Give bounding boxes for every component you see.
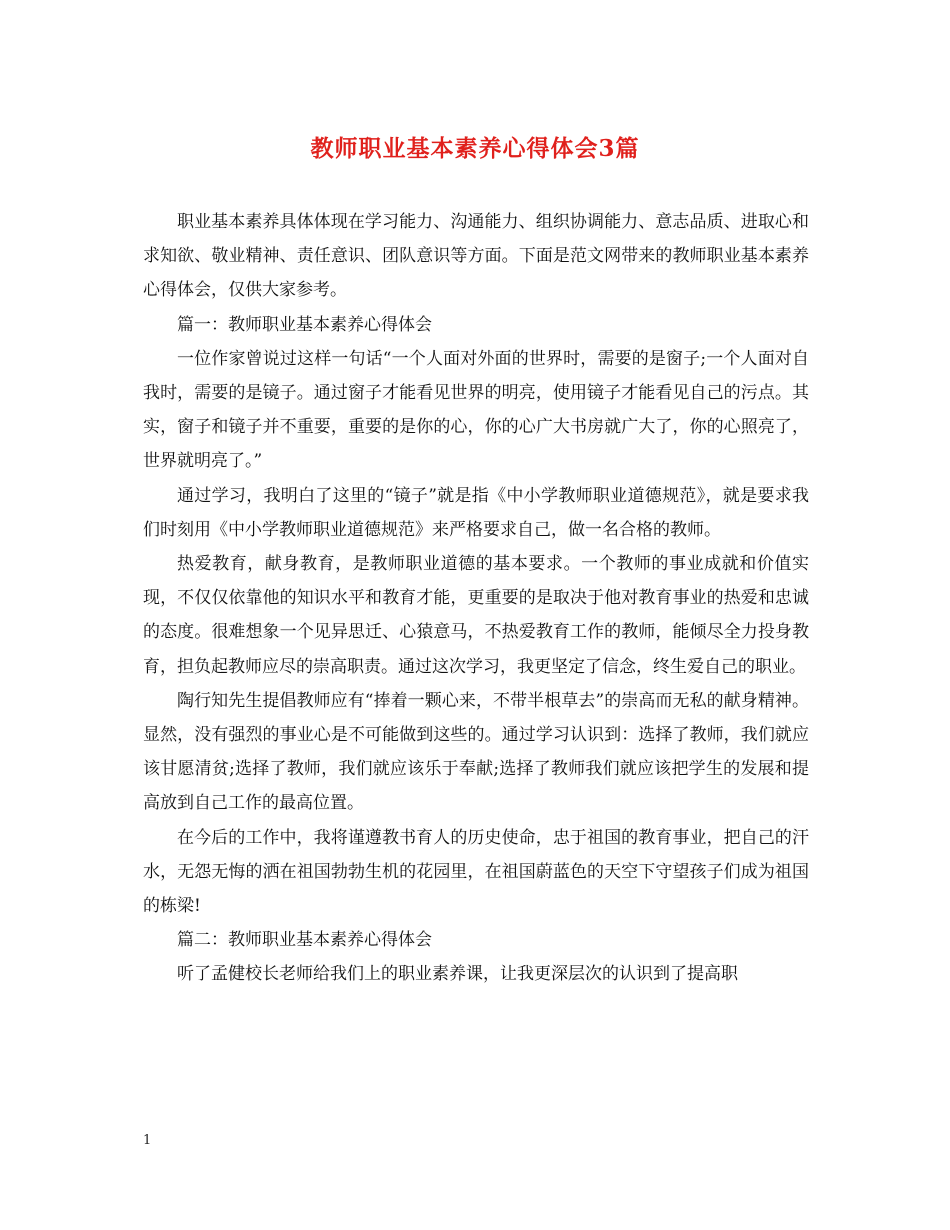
paragraph: 一位作家曾说过这样一句话“一个人面对外面的世界时，需要的是窗子;一个人面对自我时，需要的是镜子。通过窗子才能看见世界的明亮，使用镜子才能看见自己的污点。其实，窗子和镜子并不重要，重要的是你的心，你的心广大书房就广大了，你的心照亮了，世界就明亮了。” (143, 348, 809, 472)
document-title: 教师职业基本素养心得体会3篇 (310, 135, 640, 162)
paragraph: 通过学习，我明白了这里的“镜子”就是指《中小学教师职业道德规范》，就是要求我们时刻用《中小学教师职业道德规范》来严格要求自己，做一名合格的教师。 (143, 485, 809, 540)
paragraph: 热爱教育，献身教育，是教师职业道德的基本要求。一个教师的事业成就和价值实现，不仅仅依靠他的知识水平和教育才能，更重要的是取决于他对教育事业的热爱和忠诚的态度。很难想象一个见异思迁、心猿意马，不热爱教育工作的教师，能倾尽全力投身教育，担负起教师应尽的崇高职责。通过这次学习，我更坚定了信念，终生爱自己的职业。 (143, 554, 809, 677)
paragraph: 在今后的工作中，我将谨遵教书育人的历史使命，忠于祖国的教育事业，把自己的汗水，无怨无悔的洒在祖国勃勃生机的花园里，在祖国蔚蓝色的天空下守望孩子们成为祖国的栋梁! (143, 827, 809, 917)
document-body (143, 205, 809, 992)
paragraph: 陶行知先生提倡教师应有“捧着一颗心来，不带半根草去”的崇高而无私的献身精神。显然，没有强烈的事业心是不可能做到这些的。通过学习认识到：选择了教师，我们就应该甘愿清贫;选择了教师，我们就应该乐于奉献;选择了教师我们就应该把学生的发展和提高放到自己工作的最高位置。 (143, 690, 809, 814)
paragraph-intro: 职业基本素养具体体现在学习能力、沟通能力、组织协调能力、意志品质、进取心和求知欲、敬业精神、责任意识、团队意识等方面。下面是范文网带来的教师职业基本素养心得体会，仅供大家参考。 (143, 212, 809, 301)
section-heading-1: 篇一：教师职业基本素养心得体会 (177, 314, 432, 335)
page-number: 1 (143, 1133, 152, 1148)
paragraph: 听了孟健校长老师给我们上的职业素养课，让我更深层次的认识到了提高职 (177, 964, 738, 985)
section-heading-2: 篇二：教师职业基本素养心得体会 (177, 930, 432, 951)
